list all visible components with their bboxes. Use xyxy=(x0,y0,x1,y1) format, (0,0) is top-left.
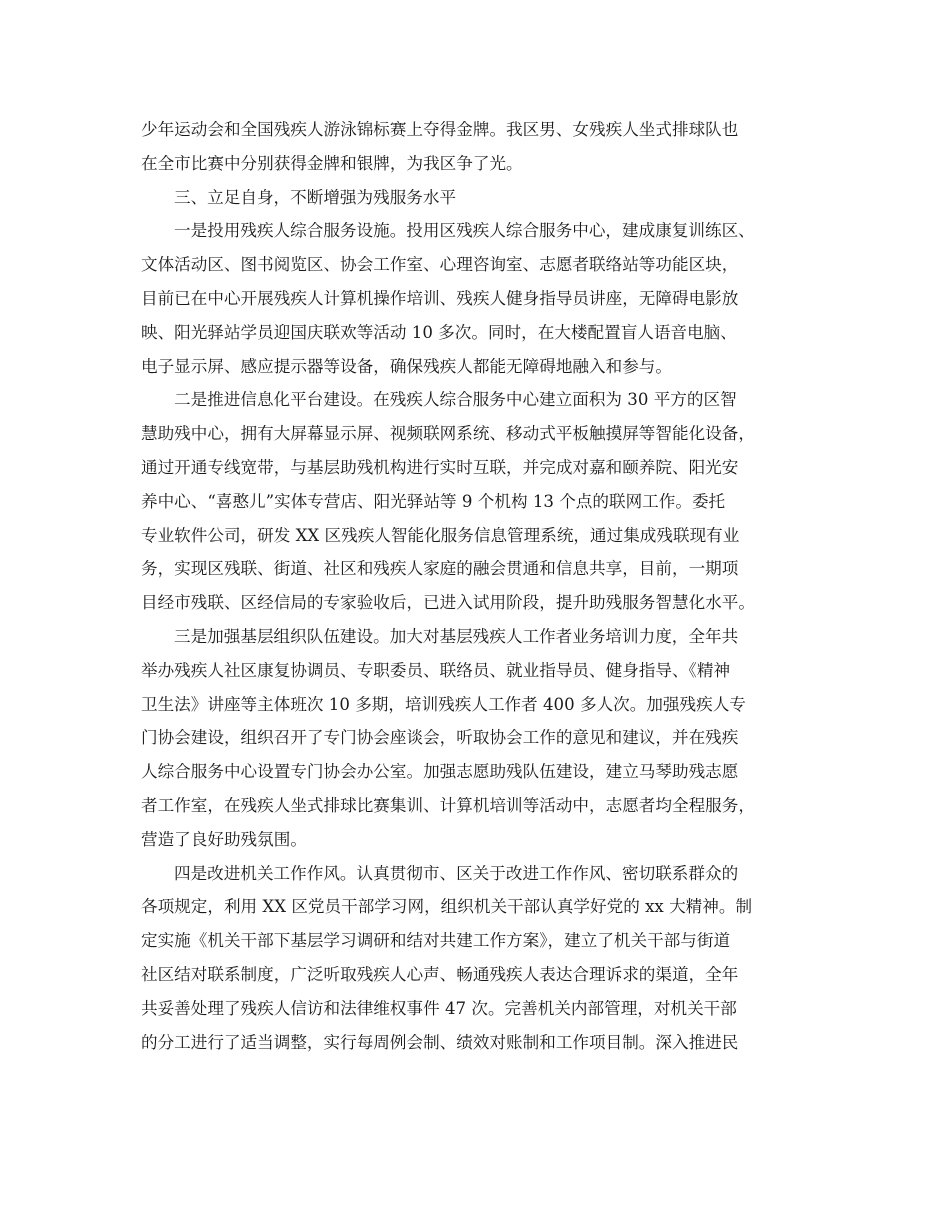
section-heading: 三、立足自身，不断增强为残服务水平 xyxy=(174,187,457,207)
text-line: 各项规定，利用 XX 区党员干部学习网，组织机关干部认真学好党的 xx 大精神。制 xyxy=(141,897,753,917)
paragraph-start-line: 四是改进机关工作作风。认真贯彻市、区关于改进工作作风、密切联系群众的 xyxy=(174,863,739,883)
text-line: 电子显示屏、感应提示器等设备，确保残疾人都能无障碍地融入和参与。 xyxy=(141,356,672,376)
text-line: 文体活动区、图书阅览区、协会工作室、心理咨询室、志愿者联络站等功能区块， xyxy=(141,255,739,275)
text-line: 目前已在中心开展残疾人计算机操作培训、残疾人健身指导员讲座，无障碍电影放 xyxy=(141,288,739,308)
text-line: 者工作室，在残疾人坐式排球比赛集训、计算机培训等活动中，志愿者均全程服务， xyxy=(141,795,755,815)
text-line: 社区结对联系制度，广泛听取残疾人心声、畅通残疾人表达合理诉求的渠道，全年 xyxy=(141,964,739,984)
text-line: 专业软件公司，研发 XX 区残疾人智能化服务信息管理系统，通过集成残联现有业 xyxy=(141,525,740,545)
text-line: 在全市比赛中分别获得金牌和银牌，为我区争了光。 xyxy=(141,153,523,173)
text-line: 门协会建设，组织召开了专门协会座谈会，听取协会工作的意见和建议，并在残疾 xyxy=(141,728,739,748)
text-line: 共妥善处理了残疾人信访和法律维权事件 47 次。完善机关内部管理，对机关干部 xyxy=(141,998,737,1018)
text-line: 目经市残联、区经信局的专家验收后，已进入试用阶段，提升助残服务智慧化水平。 xyxy=(141,593,755,613)
text-line: 通过开通专线宽带，与基层助残机构进行实时互联，并完成对嘉和颐养院、阳光安 xyxy=(141,457,739,477)
paragraph-start-line: 一是投用残疾人综合服务设施。投用区残疾人综合服务中心，建成康复训练区、 xyxy=(174,221,755,241)
text-line: 务，实现区残联、街道、社区和残疾人家庭的融会贯通和信息共享，目前，一期项 xyxy=(141,559,739,579)
paragraph-start-line: 二是推进信息化平台建设。在残疾人综合服务中心建立面积为 30 平方的区智 xyxy=(174,390,737,410)
text-line: 慧助残中心，拥有大屏幕显示屏、视频联网系统、移动式平板触摸屏等智能化设备， xyxy=(141,424,755,444)
text-line: 映、阳光驿站学员迎国庆联欢等活动 10 多次。同时，在大楼配置盲人语音电脑、 xyxy=(141,322,737,342)
text-line: 少年运动会和全国残疾人游泳锦标赛上夺得金牌。我区男、女残疾人坐式排球队也 xyxy=(141,120,739,139)
text-line: 举办残疾人社区康复协调员、专职委员、联络员、就业指导员、健身指导、《精神 xyxy=(141,660,731,680)
text-line: 人综合服务中心设置专门协会办公室。加强志愿助残队伍建设，建立马琴助残志愿 xyxy=(141,762,739,782)
document-body xyxy=(141,113,823,1059)
paragraph-start-line: 三是加强基层组织队伍建设。加大对基层残疾人工作者业务培训力度，全年共 xyxy=(174,626,739,646)
text-line: 定实施《机关干部下基层学习调研和结对共建工作方案》，建立了机关干部与街道 xyxy=(141,931,731,951)
text-line: 卫生法》讲座等主体班次 10 多期，培训残疾人工作者 400 多人次。加强残疾人专 xyxy=(141,694,746,714)
text-line: 养中心、“喜憨儿”实体专营店、阳光驿站等 9 个机构 13 个点的联网工作。委托 xyxy=(141,491,726,511)
text-line: 营造了良好助残氛围。 xyxy=(141,829,307,849)
text-line: 的分工进行了适当调整，实行每周例会制、绩效对账制和工作项目制。深入推进民 xyxy=(141,1032,739,1052)
